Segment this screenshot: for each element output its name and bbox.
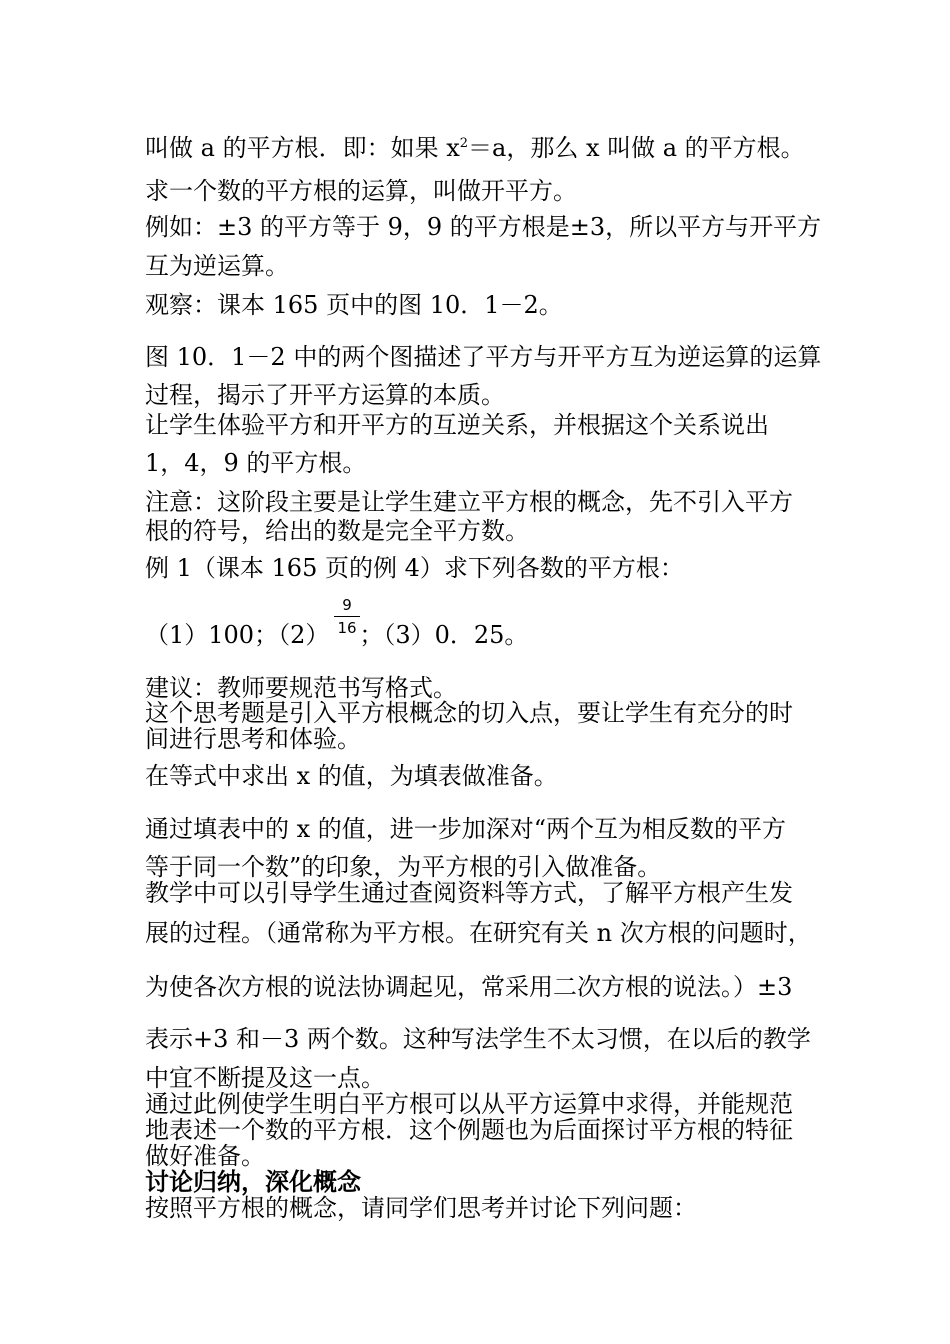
text-line: 观察：课本 165 页中的图 10．1－2。	[145, 291, 563, 319]
text-line: 通过此例使学生明白平方根可以从平方运算中求得，并能规范	[145, 1090, 793, 1118]
text-line: 地表述一个数的平方根．这个例题也为后面探讨平方根的特征	[145, 1116, 793, 1144]
text-line: 1，4，9 的平方根。	[145, 449, 367, 477]
text-line: 让学生体验平方和开平方的互逆关系，并根据这个关系说出	[145, 411, 769, 439]
text-line: 为使各次方根的说法协调起见，常采用二次方根的说法。）±3	[145, 973, 793, 1001]
text-line: 教学中可以引导学生通过查阅资料等方式，了解平方根产生发	[145, 879, 793, 907]
text-line: 注意：这阶段主要是让学生建立平方根的概念，先不引入平方	[145, 488, 793, 516]
text-line: 求一个数的平方根的运算，叫做开平方。	[145, 177, 577, 205]
text-line: 在等式中求出 x 的值，为填表做准备。	[145, 762, 558, 790]
text-line: 这个思考题是引入平方根概念的切入点，要让学生有充分的时	[145, 699, 793, 727]
text-line: 通过填表中的 x 的值，进一步加深对“两个互为相反数的平方	[145, 815, 787, 843]
fraction-numerator: 9	[342, 596, 352, 614]
example-items-line: （1）100；（2） ；（3）0．25。	[145, 621, 529, 649]
fraction-denominator: 16	[337, 619, 357, 637]
text-line: 图 10．1－2 中的两个图描述了平方与开平方互为逆运算的运算	[145, 343, 822, 371]
text-line: 例如：±3 的平方等于 9，9 的平方根是±3，所以平方与开平方	[145, 213, 822, 241]
text-line: 表示+3 和－3 两个数。这种写法学生不太习惯，在以后的教学	[145, 1025, 811, 1053]
text-line: 例 1（课本 165 页的例 4）求下列各数的平方根：	[145, 554, 684, 582]
text-line: 互为逆运算。	[145, 252, 289, 280]
section-heading: 讨论归纳，深化概念	[145, 1167, 361, 1196]
fraction-bar	[334, 616, 360, 617]
text-line: 展的过程。（通常称为平方根。在研究有关 n 次方根的问题时，	[145, 919, 812, 947]
text-line: 做好准备。	[145, 1142, 265, 1170]
fraction-9-16	[334, 596, 360, 637]
superscript-2: 2	[459, 136, 469, 151]
text-line: 间进行思考和体验。	[145, 725, 361, 753]
text-line: 过程，揭示了开平方运算的本质。	[145, 381, 505, 409]
text-line: 建议：教师要规范书写格式。	[145, 674, 457, 702]
text-line: 根的符号，给出的数是完全平方数。	[145, 517, 529, 545]
text-line: 按照平方根的概念，请同学们思考并讨论下列问题：	[145, 1194, 697, 1222]
text-line: 等于同一个数”的印象，为平方根的引入做准备。	[145, 853, 662, 881]
text-line: 中宜不断提及这一点。	[145, 1064, 385, 1092]
text-line: 叫做 a 的平方根．即：如果 $x^2=a$，那么 x 叫做 a 的平方根。	[145, 134, 805, 162]
